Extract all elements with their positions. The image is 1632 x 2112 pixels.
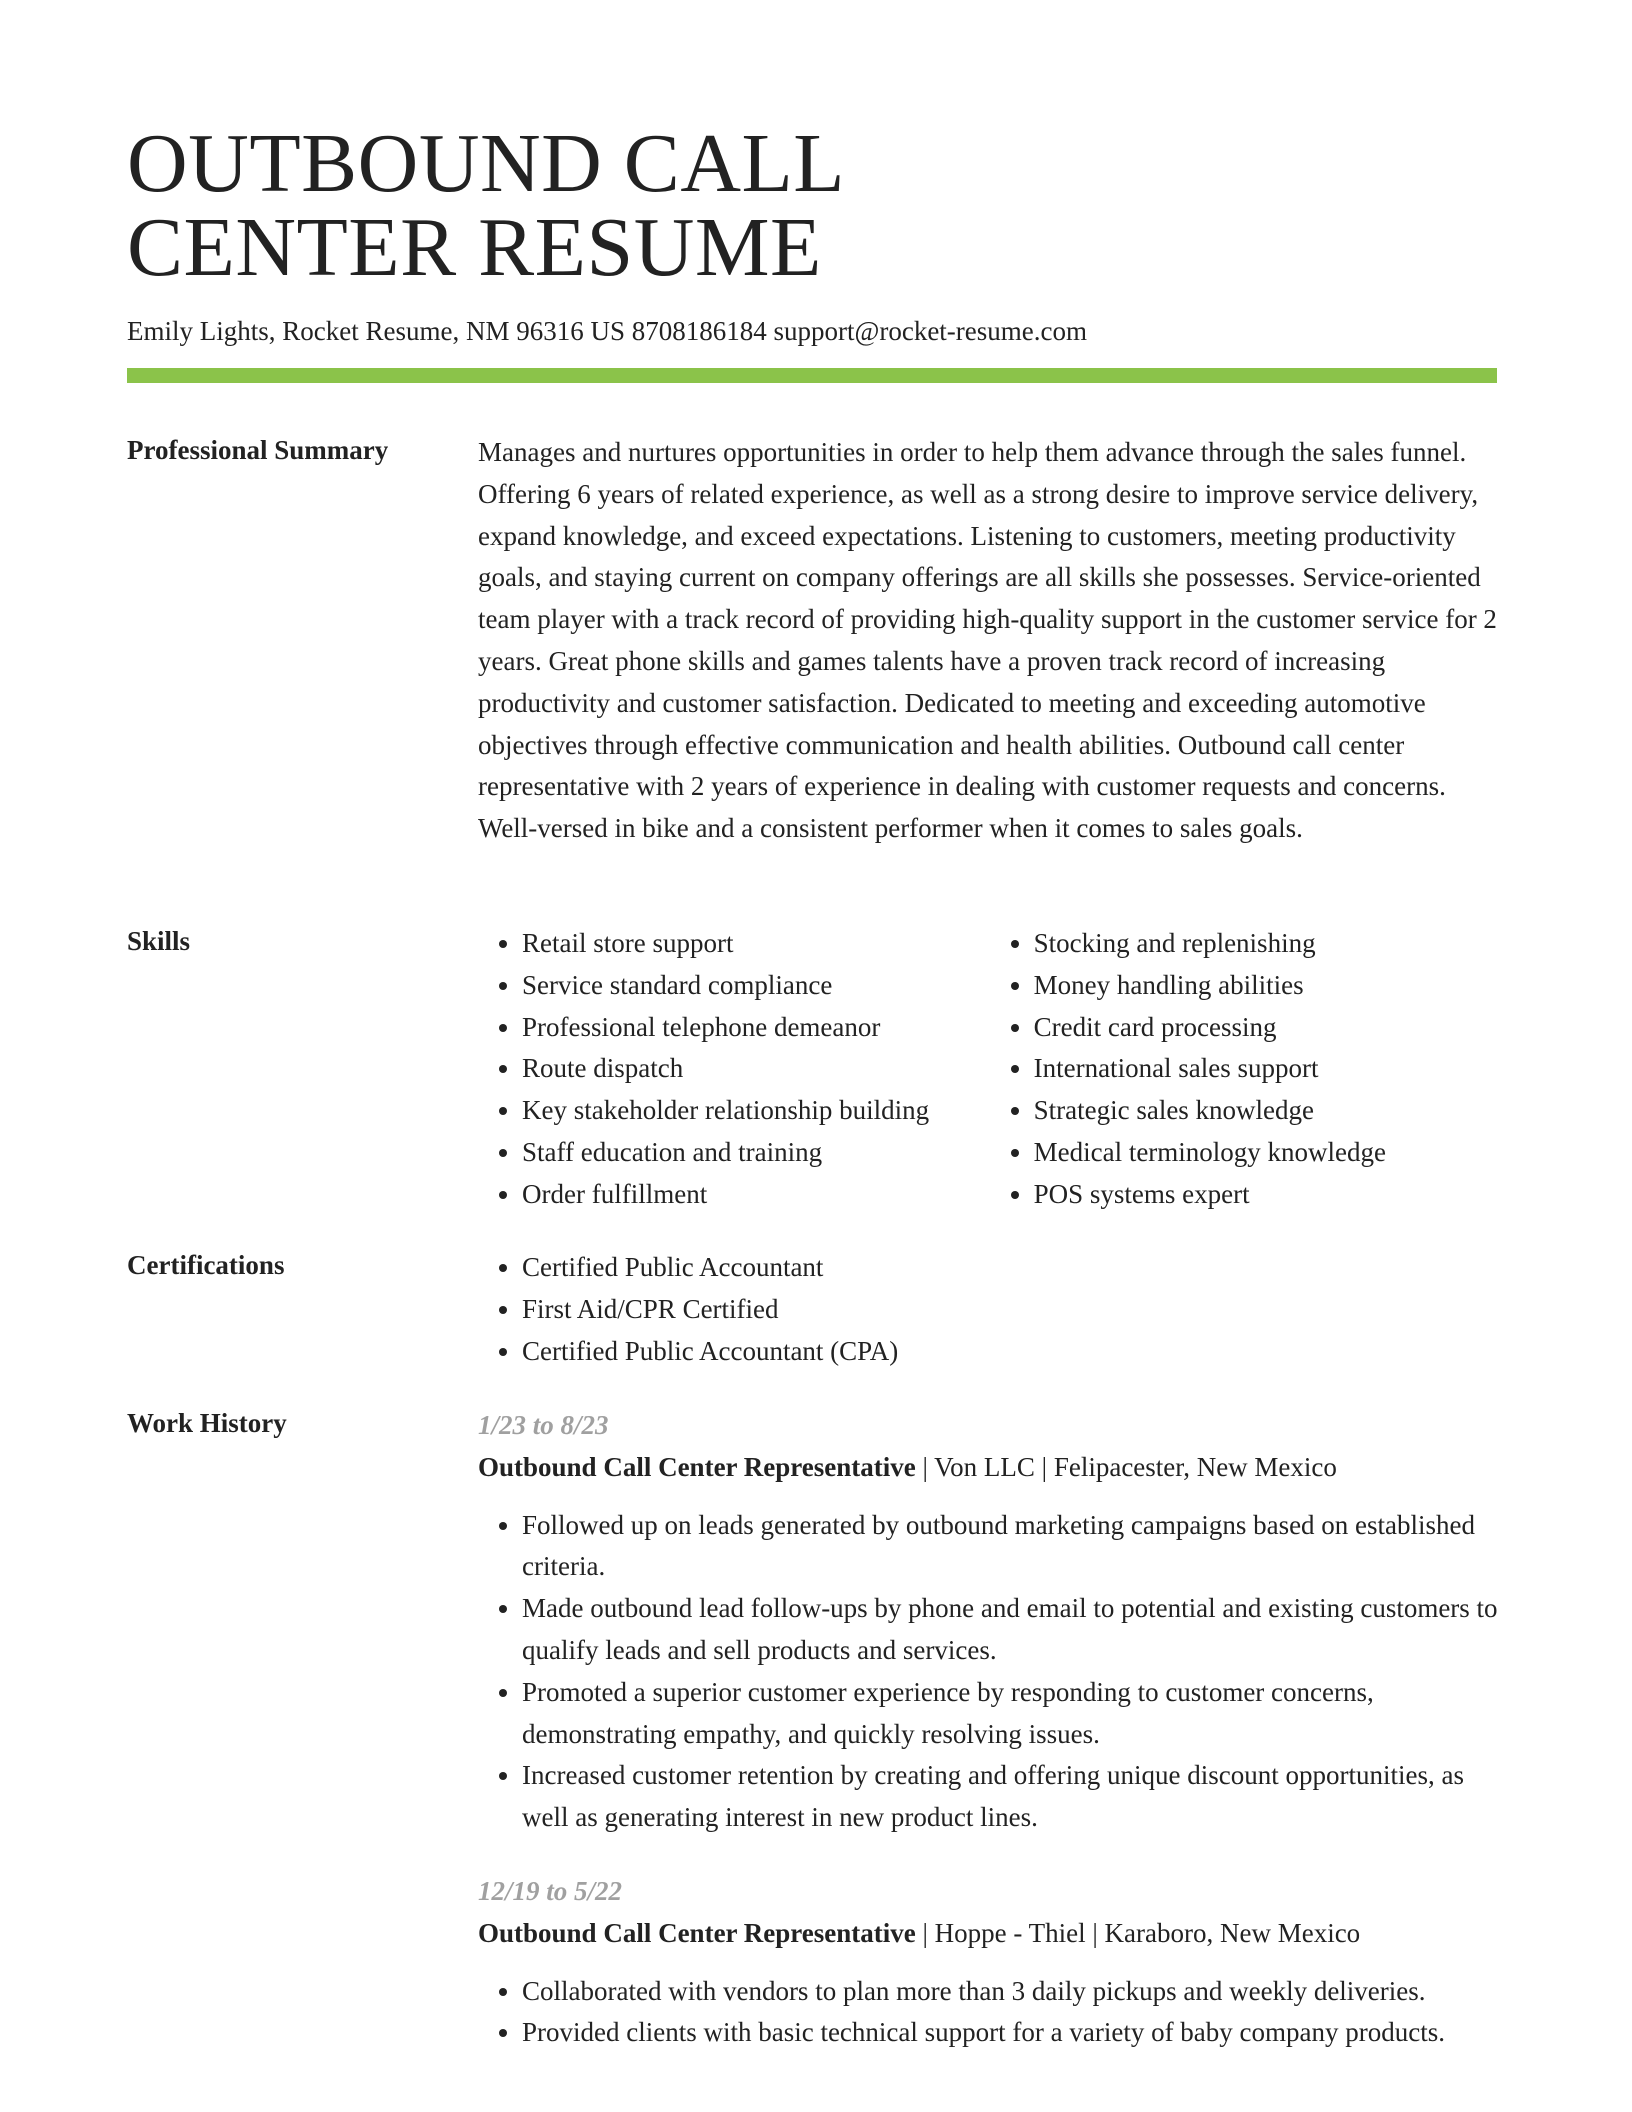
skills-list-right xyxy=(990,923,1518,1216)
job-role: Outbound Call Center Representative xyxy=(478,1451,916,1482)
skill-item: • Professional telephone demeanor xyxy=(522,1007,990,1049)
skill-item: • Credit card processing xyxy=(1034,1007,1518,1049)
resume-title xyxy=(127,117,846,294)
job-bullets xyxy=(478,1505,1500,1839)
job-bullet: • Promoted a superior customer experience by responding to customer concerns, demonstrating empathy, and quickly resolving issues. xyxy=(522,1672,1500,1756)
job-heading xyxy=(478,1447,1500,1489)
skill-item: • Key stakeholder relationship building xyxy=(522,1090,990,1132)
certifications-list xyxy=(478,1247,1500,1372)
skill-item: • Stocking and replenishing xyxy=(1034,923,1518,965)
skill-item: • Medical terminology knowledge xyxy=(1034,1132,1518,1174)
skills-list-left xyxy=(478,923,990,1216)
section-label-summary: Professional Summary xyxy=(127,435,389,465)
job-company-location: | Hoppe - Thiel | Karaboro, New Mexico xyxy=(915,1917,1361,1948)
job-bullet: • Collaborated with vendors to plan more than 3 daily pickups and weekly deliveries. xyxy=(522,1971,1500,2013)
job-entry xyxy=(478,1871,1500,2054)
job-company-location: | Von LLC | Felipacester, New Mexico xyxy=(915,1451,1337,1482)
skill-item: • Money handling abilities xyxy=(1034,965,1518,1007)
job-entry xyxy=(478,1405,1500,1839)
title-line-1: OUTBOUND CALL xyxy=(127,117,846,210)
job-bullet: • Provided clients with basic technical support for a variety of baby company products. xyxy=(522,2012,1500,2054)
certifications-block xyxy=(478,1247,1500,1372)
skill-item: • Staff education and training xyxy=(522,1132,990,1174)
skills-columns xyxy=(478,923,1518,1216)
section-label-skills: Skills xyxy=(127,926,191,956)
title-line-2: CENTER RESUME xyxy=(127,201,822,294)
certification-item: • First Aid/CPR Certified xyxy=(522,1289,1500,1331)
certification-item: • Certified Public Accountant xyxy=(522,1247,1500,1289)
skill-item: • POS systems expert xyxy=(1034,1174,1518,1216)
job-bullet: • Followed up on leads generated by outbound marketing campaigns based on established criteria. xyxy=(522,1505,1500,1589)
job-heading xyxy=(478,1913,1500,1955)
section-label-certifications: Certifications xyxy=(127,1250,285,1280)
accent-divider xyxy=(127,368,1497,383)
skill-item: • Strategic sales knowledge xyxy=(1034,1090,1518,1132)
skill-item: • Order fulfillment xyxy=(522,1174,990,1216)
summary-text: Manages and nurtures opportunities in order to help them advance through the sales funnel. Offering 6 years of related experience, as well as a strong desire to improve service delivery, expand knowledge, and exceed expectations. Listening to customers, meeting productivity goals, and staying current on company offerings are all skills she possesses. Service-oriented team player with a track record of providing high-quality support in the customer service for 2 years. Great phone skills and games talents have a proven track record of increasing productivity and customer satisfaction. Dedicated to meeting and exceeding automotive objectives through effective communication and health abilities. Outbound call center representative with 2 years of experience in dealing with customer requests and concerns. Well-versed in bike and a consistent performer when it comes to sales goals. xyxy=(478,437,1497,844)
job-bullet: • Increased customer retention by creating and offering unique discount opportunities, as well as generating interest in new product lines. xyxy=(522,1755,1500,1839)
contact-line: Emily Lights, Rocket Resume, NM 96316 US 8708186184 support@rocket-resume.com xyxy=(127,316,1088,346)
job-dates: 1/23 to 8/23 xyxy=(478,1410,609,1440)
section-label-work-history: Work History xyxy=(127,1408,287,1438)
certification-item: • Certified Public Accountant (CPA) xyxy=(522,1331,1500,1373)
skill-item: • Service standard compliance xyxy=(522,965,990,1007)
job-bullets xyxy=(478,1971,1500,2055)
skill-item: • Retail store support xyxy=(522,923,990,965)
skill-item: • Route dispatch xyxy=(522,1048,990,1090)
job-dates: 12/19 to 5/22 xyxy=(478,1876,623,1906)
job-bullet: • Made outbound lead follow-ups by phone and email to potential and existing customers to qualify leads and sell products and services. xyxy=(522,1588,1500,1672)
skill-item: • International sales support xyxy=(1034,1048,1518,1090)
job-role: Outbound Call Center Representative xyxy=(478,1917,916,1948)
